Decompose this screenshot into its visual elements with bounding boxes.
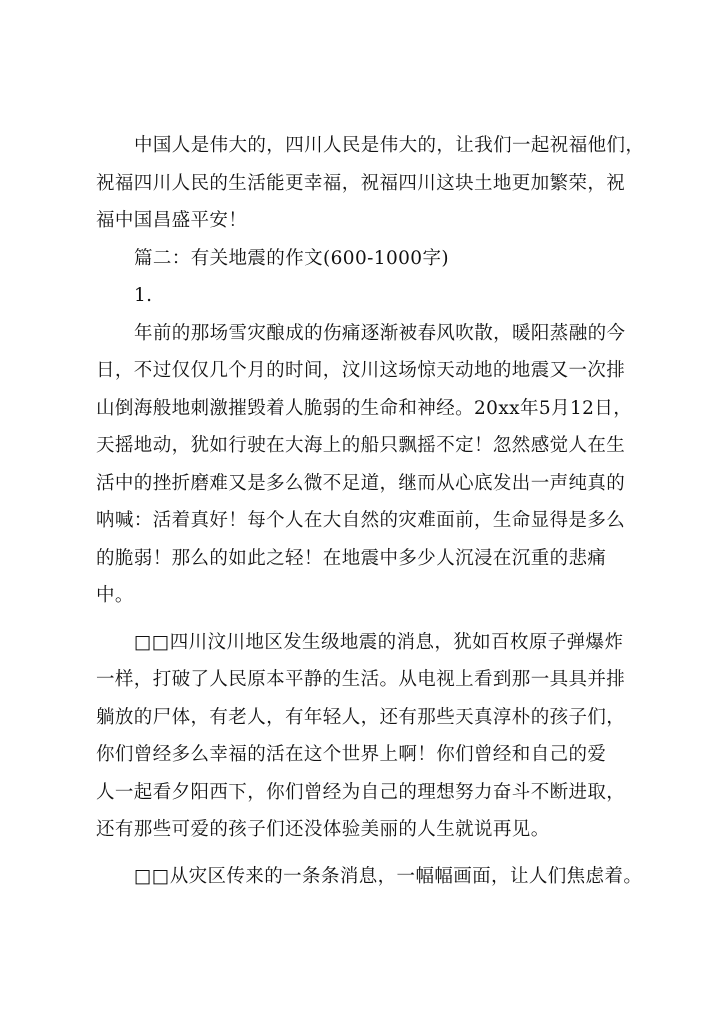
text-line: 中国人是伟大的，四川人民是伟大的，让我们一起祝福他们，	[134, 135, 645, 156]
text-line: 躺放的尸体，有老人，有年轻人，还有那些天真淳朴的孩子们，	[96, 706, 626, 728]
text-line: 天摇地动，犹如行驶在大海上的船只飘摇不定！忽然感觉人在生	[96, 435, 626, 456]
text-line: 年前的那场雪灾酿成的伤痛逐渐被春风吹散，暖阳蒸融的今	[134, 322, 626, 344]
text-line: 一样，打破了人民原本平静的生活。从电视上看到那一具具并排	[96, 669, 626, 690]
text-line: 还有那些可爱的孩子们还没体验美丽的人生就说再见。	[96, 819, 550, 840]
section-title: 篇二：有关地震的作文(600-1000字)	[134, 247, 449, 269]
paragraph-disaster-news	[96, 858, 656, 896]
text-line: 的脆弱！那么的如此之轻！在地震中多少人沉浸在沉重的悲痛	[96, 547, 607, 569]
paragraph-blessing	[96, 127, 656, 240]
text-line: 你们曾经多么幸福的活在这个世界上啊！你们曾经和自己的爱	[96, 744, 607, 765]
text-line: □□从灾区传来的一条条消息，一幅幅画面，让人们焦虑着。	[134, 865, 643, 887]
paragraph-earthquake-intro	[96, 315, 656, 615]
text-line: 福中国昌盛平安！	[96, 210, 248, 231]
section-number	[96, 277, 656, 315]
text-line: 呐喊：活着真好！每个人在大自然的灾难面前，生命显得是多么	[96, 510, 626, 531]
text-line: 中。	[96, 585, 134, 606]
text-line: □□四川汶川地区发生级地震的消息，犹如百枚原子弹爆炸	[134, 631, 624, 653]
text-line: 人一起看夕阳西下，你们曾经为自己的理想努力奋斗不断进取，	[96, 781, 626, 803]
section-heading	[96, 240, 656, 278]
text-line: 祝福四川人民的生活能更幸福，祝福四川这块土地更加繁荣，祝	[96, 172, 626, 194]
item-number: 1.	[134, 285, 153, 306]
text-line: 山倒海般地刺激摧毁着人脆弱的生命和神经。20xx年5月12日，	[96, 397, 633, 419]
document-body	[96, 127, 656, 895]
text-line: 活中的挫折磨难又是多么微不足道，继而从心底发出一声纯真的	[96, 472, 626, 494]
paragraph-news	[96, 624, 656, 849]
text-line: 日，不过仅仅几个月的时间，汶川这场惊天动地的地震又一次排	[96, 360, 626, 381]
